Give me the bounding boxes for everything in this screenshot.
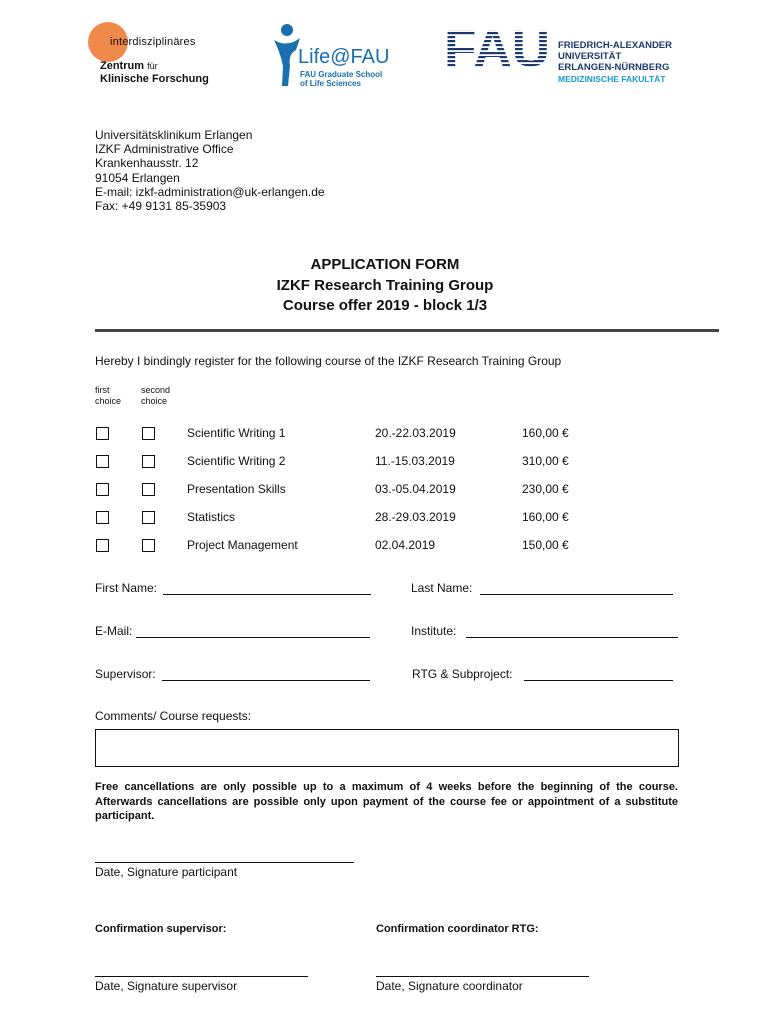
course-date: 20.-22.03.2019: [375, 426, 456, 440]
first-choice-checkbox[interactable]: [96, 427, 109, 440]
address-line: IZKF Administrative Office: [95, 142, 234, 157]
course-date: 02.04.2019: [375, 538, 436, 552]
supervisor-field[interactable]: [162, 680, 370, 681]
second-choice-checkbox[interactable]: [142, 539, 155, 552]
first-choice-checkbox[interactable]: [96, 455, 109, 468]
course-name: Statistics: [187, 510, 236, 524]
first-choice-checkbox[interactable]: [96, 511, 109, 524]
email-field[interactable]: [136, 637, 370, 638]
form-title: APPLICATION FORM: [310, 256, 460, 273]
intro-text: Hereby I bindingly register for the following course of the IZKF Research Training Group: [95, 354, 562, 368]
life-fau-subtitle: [300, 70, 382, 88]
first-choice-word: first: [95, 385, 110, 395]
izkf-logo-text: [100, 60, 209, 86]
second-choice-word2: choice: [141, 396, 168, 406]
course-price: 150,00 €: [522, 538, 569, 552]
second-choice-header: [141, 385, 170, 407]
course-price: 310,00 €: [522, 454, 569, 468]
course-name: Presentation Skills: [187, 482, 286, 496]
institute-label: Institute:: [411, 624, 457, 638]
institute-field[interactable]: [466, 637, 678, 638]
participant-signature-line[interactable]: [95, 862, 354, 863]
course-price: 160,00 €: [522, 510, 569, 524]
rtg-subproject-label: RTG & Subproject:: [412, 667, 513, 681]
supervisor-signature-line[interactable]: [95, 976, 308, 977]
comments-box[interactable]: [95, 729, 679, 767]
first-name-label: First Name:: [95, 581, 158, 595]
course-name: Scientific Writing 1: [187, 426, 286, 440]
izkf-logo-line3: Klinische Forschung: [100, 73, 209, 85]
address-email: E-mail: izkf-administration@uk-erlangen.de: [95, 184, 325, 199]
supervisor-label: Supervisor:: [95, 667, 156, 681]
comments-label: Comments/ Course requests:: [95, 709, 252, 723]
course-name: Project Management: [187, 538, 298, 552]
confirmation-coordinator-label: Confirmation coordinator RTG:: [376, 923, 539, 935]
confirmation-supervisor-label: Confirmation supervisor:: [95, 923, 227, 935]
address-line: 91054 Erlangen: [95, 170, 180, 185]
life-fau-sub1: FAU Graduate School: [300, 70, 383, 79]
cancellation-notice: Free cancellations are only possible up to a maximum of 4 weeks before the beginning of the course. Afterwards cancellations are possible only upon payment of the course fee or appointment of a substitute participant.: [95, 781, 678, 822]
last-name-field[interactable]: [480, 594, 673, 595]
last-name-label: Last Name:: [411, 581, 473, 595]
coordinator-signature-label: Date, Signature coordinator: [376, 979, 523, 993]
second-choice-checkbox[interactable]: [142, 427, 155, 440]
fau-line3: ERLANGEN-NÜRNBERG: [558, 62, 670, 73]
fau-line2: UNIVERSITÄT: [558, 51, 622, 62]
fau-faculty: MEDIZINISCHE FAKULTÄT: [558, 74, 666, 84]
second-choice-checkbox[interactable]: [142, 483, 155, 496]
fau-mark-icon: [444, 24, 552, 68]
second-choice-checkbox[interactable]: [142, 455, 155, 468]
fau-university-name: [558, 40, 672, 73]
course-date: 28.-29.03.2019: [375, 510, 456, 524]
form-subtitle: IZKF Research Training Group: [276, 277, 494, 294]
fau-line1: FRIEDRICH-ALEXANDER: [558, 40, 672, 51]
izkf-logo-line1: interdisziplinäres: [110, 36, 196, 48]
title-divider: [95, 329, 719, 332]
address-line: Krankenhausstr. 12: [95, 156, 199, 171]
form-course-offer: Course offer 2019 - block 1/3: [282, 297, 488, 314]
izkf-logo-line2-small: für: [147, 61, 158, 71]
life-fau-wordmark: Life@FAU: [298, 46, 390, 68]
first-choice-word2: choice: [95, 396, 122, 406]
supervisor-signature-label: Date, Signature supervisor: [95, 979, 238, 993]
address-fax: Fax: +49 9131 85-35903: [95, 199, 227, 214]
course-date: 11.-15.03.2019: [375, 454, 455, 468]
fau-mark-text: FAU: [444, 24, 550, 68]
address-block: [95, 128, 325, 213]
course-date: 03.-05.04.2019: [375, 482, 456, 496]
email-label: E-Mail:: [95, 624, 133, 638]
second-choice-checkbox[interactable]: [142, 511, 155, 524]
first-choice-checkbox[interactable]: [96, 539, 109, 552]
course-price: 230,00 €: [522, 482, 569, 496]
address-line: Universitätsklinikum Erlangen: [95, 128, 253, 142]
first-choice-header: [95, 385, 121, 407]
coordinator-signature-line[interactable]: [376, 976, 589, 977]
first-choice-checkbox[interactable]: [96, 483, 109, 496]
second-choice-word: second: [141, 385, 171, 395]
izkf-logo-line2: Zentrum: [100, 60, 144, 72]
course-price: 160,00 €: [522, 426, 569, 440]
rtg-subproject-field[interactable]: [524, 680, 673, 681]
participant-signature-label: Date, Signature participant: [95, 865, 238, 879]
course-name: Scientific Writing 2: [187, 454, 286, 468]
first-name-field[interactable]: [163, 594, 371, 595]
life-fau-sub2: of Life Sciences: [300, 79, 361, 88]
